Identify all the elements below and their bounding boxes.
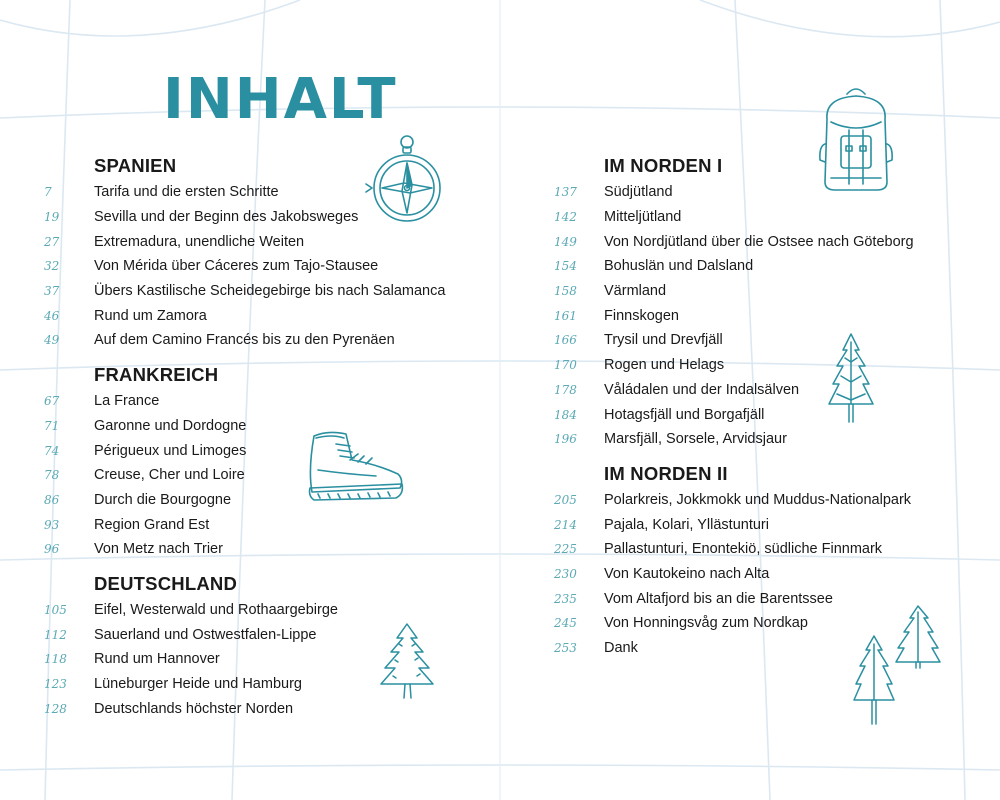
page-number: 105 <box>44 602 67 617</box>
toc-entry <box>554 254 974 279</box>
chapter-title: Vom Altafjord bis an die Barentssee <box>604 590 833 607</box>
toc-entry <box>44 598 464 623</box>
page-number: 235 <box>554 591 577 606</box>
toc-entry <box>44 229 464 254</box>
chapter-title: Von Nordjütland über die Ostsee nach Göteborg <box>604 233 914 250</box>
section-heading: IM NORDEN II <box>604 462 728 484</box>
chapter-title: Marsfjäll, Sorsele, Arvidsjaur <box>604 431 787 448</box>
chapter-title: Lüneburger Heide und Hamburg <box>94 676 302 693</box>
section-heading: FRANKREICH <box>94 363 219 385</box>
toc-section-deutschland <box>44 570 464 721</box>
toc-left-column <box>44 152 464 729</box>
chapter-title: Eifel, Westerwald und Rothaargebirge <box>94 601 338 618</box>
page-number: 7 <box>44 185 52 200</box>
toc-entry <box>554 328 974 353</box>
chapter-title: Übers Kastilische Scheidegebirge bis nach Salamanca <box>94 283 446 300</box>
toc-entry <box>554 427 974 452</box>
chapter-title: Bohuslän und Dalsland <box>604 258 754 275</box>
chapter-title: Polarkreis, Jokkmokk und Muddus-Nationalpark <box>604 491 912 508</box>
chapter-title: Pallastunturi, Enontekiö, südliche Finnmark <box>604 541 883 558</box>
toc-entry <box>554 303 974 328</box>
chapter-title: Von Mérida über Cáceres zum Tajo-Stausee <box>94 258 379 275</box>
chapter-title: Sevilla und der Beginn des Jakobsweges <box>94 209 359 226</box>
toc-section-spanien <box>44 152 464 353</box>
chapter-title: Rund um Zamora <box>94 307 207 324</box>
chapter-title: Dank <box>604 640 638 657</box>
chapter-title: Tarifa und die ersten Schritte <box>94 184 279 201</box>
toc-entry <box>44 696 464 721</box>
page-number: 128 <box>44 701 67 716</box>
page-number: 196 <box>554 432 577 447</box>
chapter-title: Garonne und Dordogne <box>94 417 247 434</box>
page-number: 32 <box>44 259 60 274</box>
chapter-title: Mitteljütland <box>604 209 682 226</box>
page-number: 93 <box>44 517 60 532</box>
chapter-title: Von Kautokeino nach Alta <box>604 565 770 582</box>
toc-entry <box>44 254 464 279</box>
page-number: 137 <box>554 185 577 200</box>
page-number: 67 <box>44 394 60 409</box>
page-number: 74 <box>44 443 60 458</box>
chapter-title: Region Grand Est <box>94 516 210 533</box>
page-number: 71 <box>44 418 60 433</box>
section-heading: DEUTSCHLAND <box>94 572 238 594</box>
toc-entry <box>44 463 464 488</box>
chapter-title: Von Metz nach Trier <box>94 541 223 558</box>
page-number: 205 <box>554 492 577 507</box>
toc-entry <box>44 622 464 647</box>
page-number: 19 <box>44 210 60 225</box>
page-number: 170 <box>554 358 577 373</box>
chapter-title: Durch die Bourgogne <box>94 491 232 508</box>
toc-entry <box>44 279 464 304</box>
page-number: 253 <box>554 641 577 656</box>
chapter-title: Creuse, Cher und Loire <box>94 467 245 484</box>
toc-entry <box>554 279 974 304</box>
toc-entry <box>554 586 974 611</box>
page-number: 118 <box>44 652 67 667</box>
page-number: 230 <box>554 566 577 581</box>
page-number: 149 <box>554 234 577 249</box>
page-number: 154 <box>554 259 577 274</box>
chapter-title: Hotagsfjäll und Borgafjäll <box>604 406 765 423</box>
chapter-title: Värmland <box>604 283 667 300</box>
toc-entry <box>44 414 464 439</box>
page-number: 123 <box>44 677 67 692</box>
page-number: 225 <box>554 542 577 557</box>
toc-entry <box>554 562 974 587</box>
toc-entry <box>44 512 464 537</box>
toc-entry <box>554 512 974 537</box>
chapter-title: Rogen und Helags <box>604 357 725 374</box>
chapter-title: Pajala, Kolari, Ylläs​tunturi <box>604 516 769 533</box>
page-number: 37 <box>44 284 60 299</box>
section-heading: IM NORDEN I <box>604 155 723 176</box>
toc-entry <box>554 229 974 254</box>
toc-section-im-norden-2 <box>554 460 974 661</box>
chapter-title: Extremadura, unendliche Weiten <box>94 233 305 250</box>
page-number: 245 <box>554 616 577 631</box>
toc-entry <box>554 636 974 661</box>
chapter-title: Sauerland und Ostwestfalen-Lippe <box>94 626 317 643</box>
toc-entry <box>554 488 974 513</box>
page-number: 49 <box>44 333 60 348</box>
page-number: 86 <box>44 492 60 507</box>
toc-entry <box>554 611 974 636</box>
page-number: 78 <box>44 468 60 483</box>
toc-entry <box>554 180 974 205</box>
page-number: 27 <box>44 234 60 249</box>
chapter-title: Auf dem Camino Francés bis zu den Pyrenäen <box>94 332 395 349</box>
page-number: 96 <box>44 542 60 557</box>
chapter-title: Périgueux und Limoges <box>94 442 247 459</box>
chapter-title: Südjütland <box>604 184 673 201</box>
toc-entry <box>554 205 974 230</box>
toc-entry <box>44 205 464 230</box>
chapter-title: Finnskogen <box>604 307 679 324</box>
chapter-title: Deutschlands höchster Norden <box>94 700 294 717</box>
page-number: 214 <box>554 517 577 532</box>
toc-entry <box>44 328 464 353</box>
toc-entry <box>44 438 464 463</box>
toc-entry <box>554 353 974 378</box>
chapter-title: La France <box>94 393 160 410</box>
toc-entry <box>554 537 974 562</box>
toc-entry <box>554 378 974 403</box>
page-number: 166 <box>554 333 577 348</box>
toc-entry <box>44 488 464 513</box>
toc-entry <box>44 180 464 205</box>
toc-entry <box>554 402 974 427</box>
page-number: 142 <box>554 210 577 225</box>
chapter-title: Rund um Hannover <box>94 651 220 668</box>
page-title: INHALT <box>163 67 398 132</box>
page-number: 178 <box>554 382 577 397</box>
page-number: 184 <box>554 407 577 422</box>
toc-entry <box>44 647 464 672</box>
page-number: 158 <box>554 284 577 299</box>
toc-entry <box>44 672 464 697</box>
page-number: 112 <box>44 627 67 642</box>
toc-entry <box>44 303 464 328</box>
page-number: 46 <box>44 308 60 323</box>
chapter-title: Våládalen und der Indalsälven <box>604 381 800 398</box>
section-heading: SPANIEN <box>94 155 177 176</box>
toc-section-im-norden-1 <box>554 152 974 452</box>
chapter-title: Von Honningsvåg zum Nordkap <box>604 615 808 632</box>
page-number: 161 <box>554 308 577 323</box>
toc-right-column <box>554 152 974 668</box>
chapter-title: Trysil und Drevfjäll <box>604 332 723 349</box>
toc-section-frankreich <box>44 361 464 562</box>
toc-entry <box>44 537 464 562</box>
toc-entry <box>44 389 464 414</box>
